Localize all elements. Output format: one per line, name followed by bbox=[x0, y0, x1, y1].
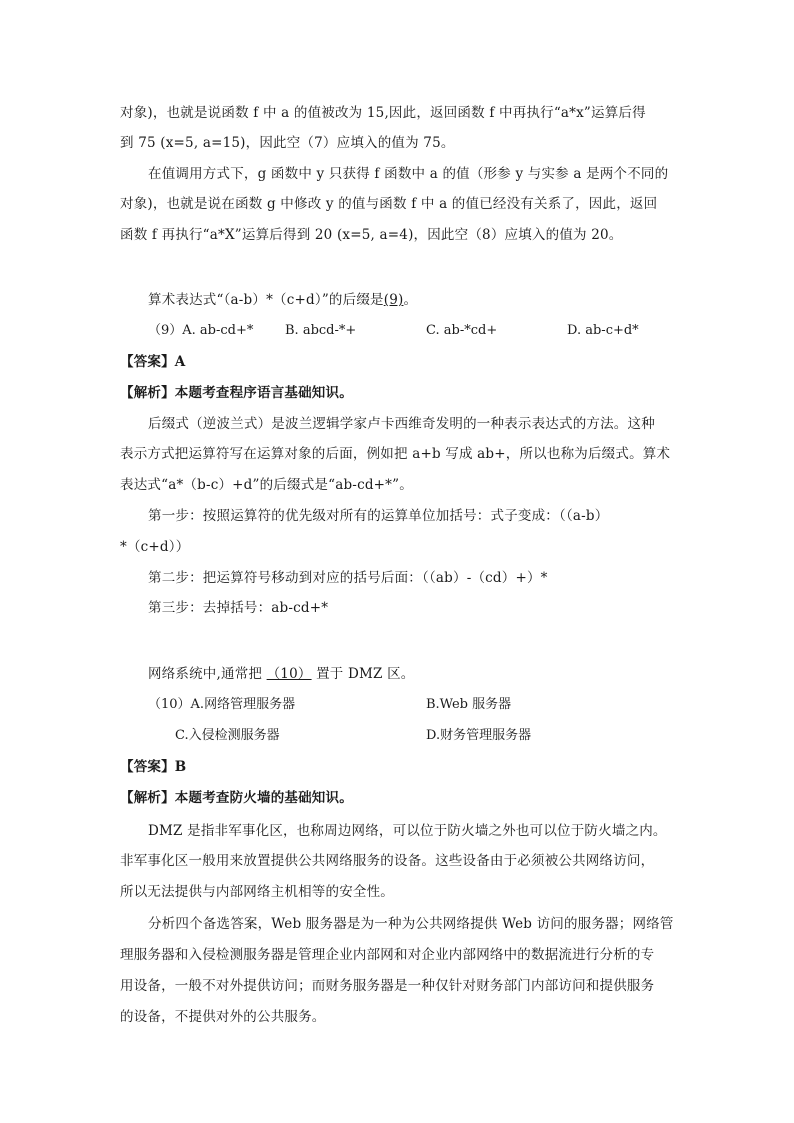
q9-analysis-line-3: 表达式“a*（b-c）+d”的后缀式是“ab-cd+*”。 bbox=[120, 477, 413, 493]
q10-analysis-line-3: 所以无法提供与内部网络主机相等的安全性。 bbox=[120, 884, 394, 900]
q10-analysis-line-6: 用设备，一般不对外提供访问；而财务服务器是一种仅针对财务部门内部访问和提供服务 bbox=[120, 978, 655, 994]
q10-stem-post: 置于 DMZ 区。 bbox=[316, 666, 415, 682]
q9-analysis-line-1: 后缀式（逆波兰式）是波兰逻辑学家卢卡西维奇发明的一种表示表达式的方法。这种 bbox=[148, 416, 655, 432]
q9-step-2: 第二步：把运算符号移动到对应的括号后面：（（ab）-（cd）+）* bbox=[148, 570, 548, 586]
q10-option-b: B.Web 服务器 bbox=[426, 697, 512, 712]
q10-blank: （10） bbox=[266, 666, 312, 682]
q10-answer: 【答案】B bbox=[120, 759, 187, 775]
q10-analysis-line-7: 的设备，不提供对外的公共服务。 bbox=[120, 1009, 326, 1025]
q9-step-1-line-2: *（c+d）） bbox=[120, 539, 190, 555]
q10-analysis-line-4: 分析四个备选答案，Web 服务器是为一种为公共网络提供 Web 访问的服务器；网络管 bbox=[148, 916, 674, 932]
q9-option-b: B. abcd-*+ bbox=[285, 323, 357, 338]
q10-stem-pre: 网络系统中,通常把 bbox=[148, 666, 263, 682]
q10-analysis-title: 【解析】本题考查防火墙的基础知识。 bbox=[120, 790, 353, 806]
q10-analysis-line-5: 理服务器和入侵检测服务器是管理企业内部网和对企业内部网络中的数据流进行分析的专 bbox=[120, 947, 655, 963]
prev-text-line-3: 在值调用方式下，g 函数中 y 只获得 f 函数中 a 的值（形参 y 与实参 a 是两个不同的 bbox=[148, 166, 669, 182]
q9-stem-post: 。 bbox=[403, 292, 418, 308]
q9-option-c: C. ab-*cd+ bbox=[426, 323, 498, 338]
q9-step-1-line-1: 第一步：按照运算符的优先级对所有的运算单位加括号：式子变成：（（a-b） bbox=[148, 508, 609, 524]
prev-text-line-5: 函数 f 再执行“a*X”运算后得到 20 (x=5, a=4)，因此空（8）应填入的值为 20。 bbox=[120, 227, 623, 243]
q10-analysis-line-2: 非军事化区一般用来放置提供公共网络服务的设备。这些设备由于必须被公共网络访问， bbox=[120, 853, 655, 869]
q9-stem bbox=[148, 290, 417, 310]
q10-stem bbox=[148, 664, 415, 684]
prev-text-line-2: 到 75 (x=5, a=15)，因此空（7）应填入的值为 75。 bbox=[120, 135, 455, 151]
q10-option-a: （10）A.网络管理服务器 bbox=[148, 697, 296, 712]
q9-option-a: （9）A. ab-cd+* bbox=[148, 323, 254, 338]
q9-step-3: 第三步：去掉括号：ab-cd+* bbox=[148, 600, 329, 616]
q9-analysis-line-2: 表示方式把运算符写在运算对象的后面，例如把 a+b 写成 ab+，所以也称为后缀式。算术 bbox=[120, 446, 671, 462]
q10-option-d: D.财务管理服务器 bbox=[426, 728, 532, 743]
prev-text-line-4: 对象)，也就是说在函数 g 中修改 y 的值与函数 f 中 a 的值已经没有关系了，因此，返回 bbox=[120, 196, 658, 212]
q10-option-c: C.入侵检测服务器 bbox=[175, 728, 280, 743]
q9-stem-pre: 算术表达式“（a-b）*（c+d）”的后缀是 bbox=[148, 292, 384, 308]
prev-text-line-1: 对象)，也就是说函数 f 中 a 的值被改为 15,因此，返回函数 f 中再执行“a*x”运算后得 bbox=[120, 105, 646, 121]
q10-analysis-line-1: DMZ 是指非军事化区，也称周边网络，可以位于防火墙之外也可以位于防火墙之内。 bbox=[148, 823, 667, 839]
q9-analysis-title: 【解析】本题考查程序语言基础知识。 bbox=[120, 385, 353, 401]
q9-blank: (9) bbox=[383, 292, 404, 308]
q9-option-d: D. ab-c+d* bbox=[567, 323, 639, 338]
q9-answer: 【答案】A bbox=[120, 354, 186, 370]
